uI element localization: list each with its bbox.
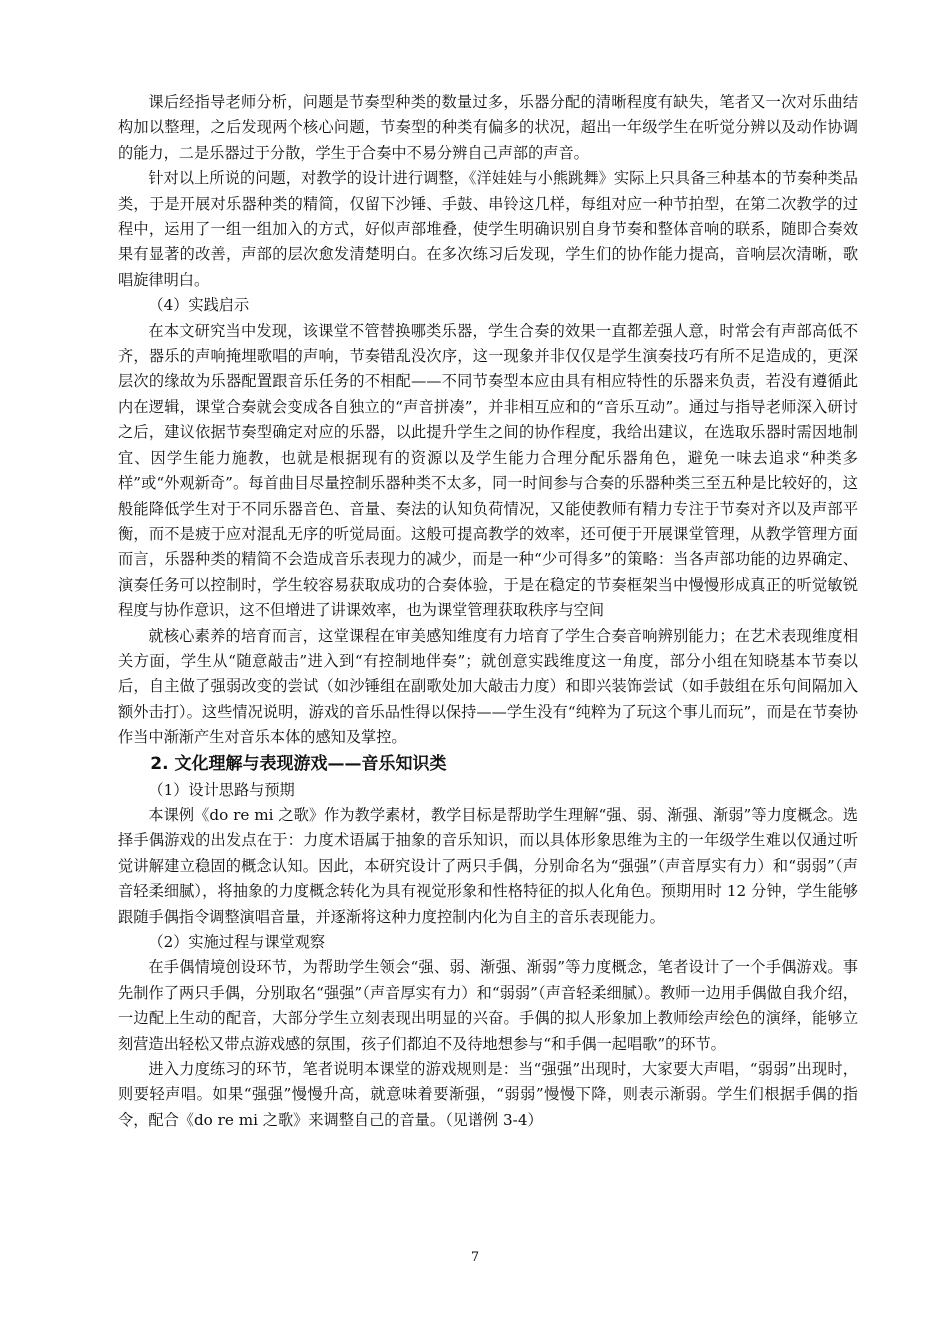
paragraph: 就核心素养的培育而言，这堂课程在审美感知维度有力培育了学生合奏音响辨别能力；在艺术表现维度相关方面，学生从“随意敲击”进入到“有控制地伴奏”；就创意实践维度这一角度，部分小组在知晓基本节奏以后，自主做了强弱改变的尝试（如沙锤组在副歌处加大敲击力度）和即兴装饰尝试（如手鼓组在乐句间隔加入额外击打）。这些情况说明，游戏的音乐品性得以保持——学生没有“纯粹为了玩这个事儿而玩”，而是在节奏协作当中渐渐产生对音乐本体的感知及掌控。	[118, 626, 858, 747]
paragraph: 本课例《do re mi 之歌》作为教学素材，教学目标是帮助学生理解“强、弱、渐强、渐弱”等力度概念。选择手偶游戏的出发点在于：力度术语属于抽象的音乐知识，而以具体形象思维为主的一年级学生难以仅通过听觉讲解建立稳固的概念认知。因此，本研究设计了两只手偶，分别命名为“强强”（声音厚实有力）和“弱弱”（声音轻柔细腻），将抽象的力度概念转化为具有视觉形象和性格特征的拟人化角色。预期用时 12 分钟，学生能够跟随手偶指令调整演唱音量，并逐渐将这种力度控制内化为自主的音乐表现能力。	[118, 805, 858, 926]
subheading-practice: （4）实践启示	[148, 296, 250, 315]
subheading-design: （1）设计思路与预期	[148, 780, 295, 799]
paragraph: 进入力度练习的环节，笔者说明本课堂的游戏规则是：当“强强”出现时，大家要大声唱，“弱弱”出现时，则要轻声唱。如果“强强”慢慢升高，就意味着要渐强，“弱弱”慢慢下降，则表示渐弱。学生们根据手偶的指令，配合《do re mi 之歌》来调整自己的音量。（见谱例 3-4）	[118, 1060, 858, 1129]
paragraph: 在本文研究当中发现，该课堂不管替换哪类乐器，学生合奏的效果一直都差强人意，时常会有声部高低不齐，器乐的声响掩埋歌唱的声响，节奏错乱没次序，这一现象并非仅仅是学生演奏技巧有所不足造成的，更深层次的缘故为乐器配置跟音乐任务的不相配——不同节奏型本应由具有相应特性的乐器来负责，若没有遵循此内在逻辑，课堂合奏就会变成各自独立的“声音拼凑”，并非相互应和的“音乐互动”。通过与指导老师深入研讨之后，建议依据节奏型确定对应的乐器，以此提升学生之间的协作程度，我给出建议，在选取乐器时需因地制宜、因学生能力施教，也就是根据现有的资源以及学生能力合理分配乐器角色，避免一味去追求“种类多样”或“外观新奇”。每首曲目尽量控制乐器种类不太多，同一时间参与合奏的乐器种类三至五种是比较好的，这般能降低学生对于不同乐器音色、音量、奏法的认知负荷情况，又能使教师有精力专注于节奏对齐以及声部平衡，而不是疲于应对混乱无序的听觉局面。这般可提高教学的效率，还可便于开展课堂管理，从教学管理方面而言，乐器种类的精简不会造成音乐表现力的减少，而是一种“少可得多”的策略：当各声部功能的边界确定、演奏任务可以控制时，学生较容易获取成功的合奏体验，于是在稳定的节奏框架当中慢慢形成真正的听觉敏锐程度与协作意识，这不但增进了讲课效率，也为课堂管理获取秩序与空间	[118, 321, 858, 620]
page-number: 7	[470, 1250, 480, 1265]
subheading-implementation: （2）实施过程与课堂观察	[148, 933, 326, 951]
paragraph: 课后经指导老师分析，问题是节奏型种类的数量过多，乐器分配的清晰程度有缺失，笔者又一次对乐曲结构加以整理，之后发现两个核心问题，节奏型的种类有偏多的状况，超出一年级学生在听觉分辨以及动作协调的能力，二是乐器过于分散，学生于合奏中不易分辨自己声部的声音。	[118, 93, 858, 162]
paragraph: 针对以上所说的问题，对教学的设计进行调整，《洋娃娃与小熊跳舞》实际上只具备三种基本的节奏种类品类，于是开展对乐器种类的精简，仅留下沙锤、手鼓、串铃这几样，每组对应一种节拍型，在第二次教学的过程中，运用了一组一组加入的方式，好似声部堆叠，使学生明确识别自身节奏和整体音响的联系，随即合奏效果有显著的改善，声部的层次愈发清楚明白。在多次练习后发现，学生们的协作能力提高，音响层次清晰，歌唱旋律明白。	[118, 169, 858, 289]
page-body	[118, 90, 858, 1133]
section-heading: 2. 文化理解与表现游戏——音乐知识类	[150, 753, 447, 774]
paragraph: 在手偶情境创设环节，为帮助学生领会“强、弱、渐强、渐弱”等力度概念，笔者设计了一个手偶游戏。事先制作了两只手偶，分别取名“强强”（声音厚实有力）和“弱弱”（声音轻柔细腻）。教师一边用手偶做自我介绍，一边配上生动的配音，大部分学生立刻表现出明显的兴奋。手偶的拟人形象加上教师绘声绘色的演绎，能够立刻营造出轻松又带点游戏感的氛围，孩子们都迫不及待地想参与“和手偶一起唱歌”的环节。	[118, 958, 858, 1053]
